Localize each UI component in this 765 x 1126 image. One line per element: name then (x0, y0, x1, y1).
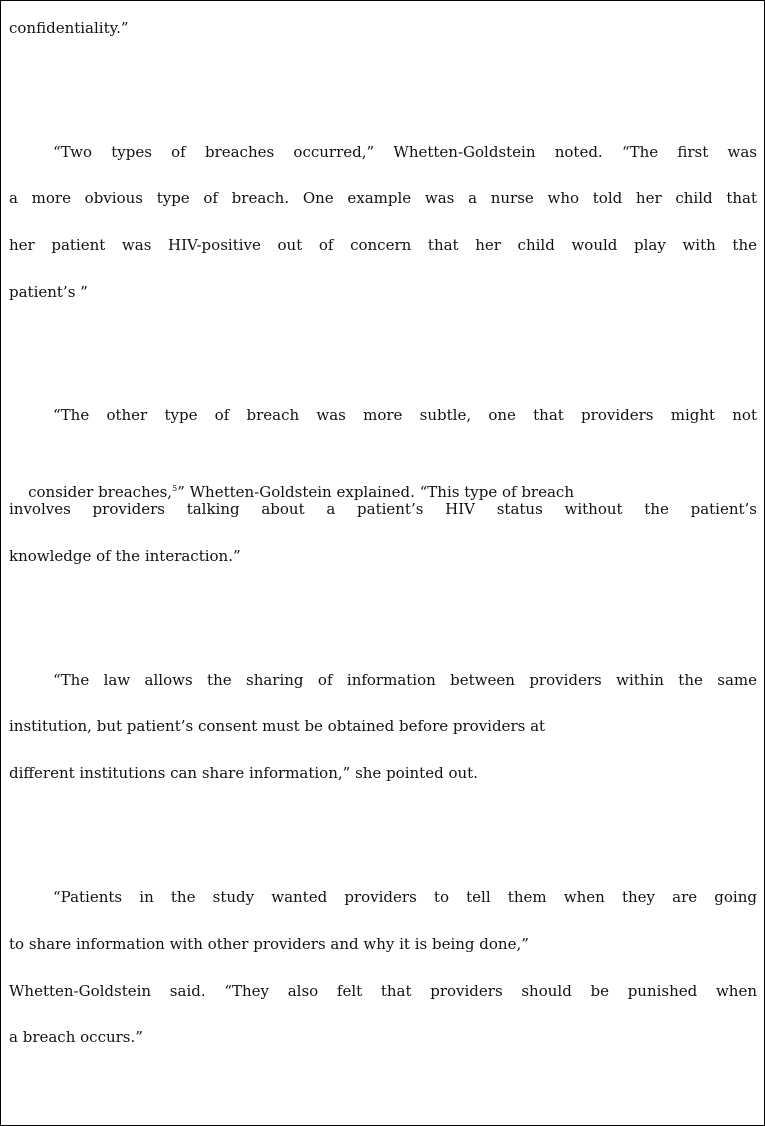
paragraph-line: her patient was HIV-positive out of concern that her child would play with the (9, 236, 757, 254)
paragraph-line: “Patients in the study wanted providers to tell them when they are going (53, 888, 757, 906)
paragraph-line: confidentiality.” (9, 19, 129, 37)
line-text: ” Whetten-Goldstein explained. “This type of breach (177, 483, 574, 501)
line-text: consider breaches, (28, 483, 173, 501)
paragraph-line: involves providers talking about a patient’s HIV status without the patient’s (9, 500, 757, 518)
paragraph-line: institution, but patient’s consent must be obtained before providers at (9, 717, 546, 735)
paragraph-line: a breach occurs.” (9, 1028, 143, 1046)
paragraph-line: “The law allows the sharing of information between providers within the same (53, 671, 757, 689)
paragraph-line: patient’s ” (9, 283, 88, 301)
paragraph-line: “Two types of breaches occurred,” Whetten-Goldstein noted. “The first was (53, 143, 757, 161)
paragraph-line: different institutions can share information,” she pointed out. (9, 764, 478, 782)
paragraph-line: a more obvious type of breach. One example was a nurse who told her child that (9, 189, 757, 207)
paragraph-line: Whetten-Goldstein said. “They also felt that providers should be punished when (9, 982, 757, 1000)
footnote-marker: 5 (172, 484, 178, 493)
paragraph-line: to share information with other providers and why it is being done,” (9, 935, 529, 953)
paragraph-line: “The other type of breach was more subtle, one that providers might not (53, 406, 757, 424)
paragraph-line (9, 447, 574, 501)
paragraph-line: knowledge of the interaction.” (9, 547, 241, 565)
